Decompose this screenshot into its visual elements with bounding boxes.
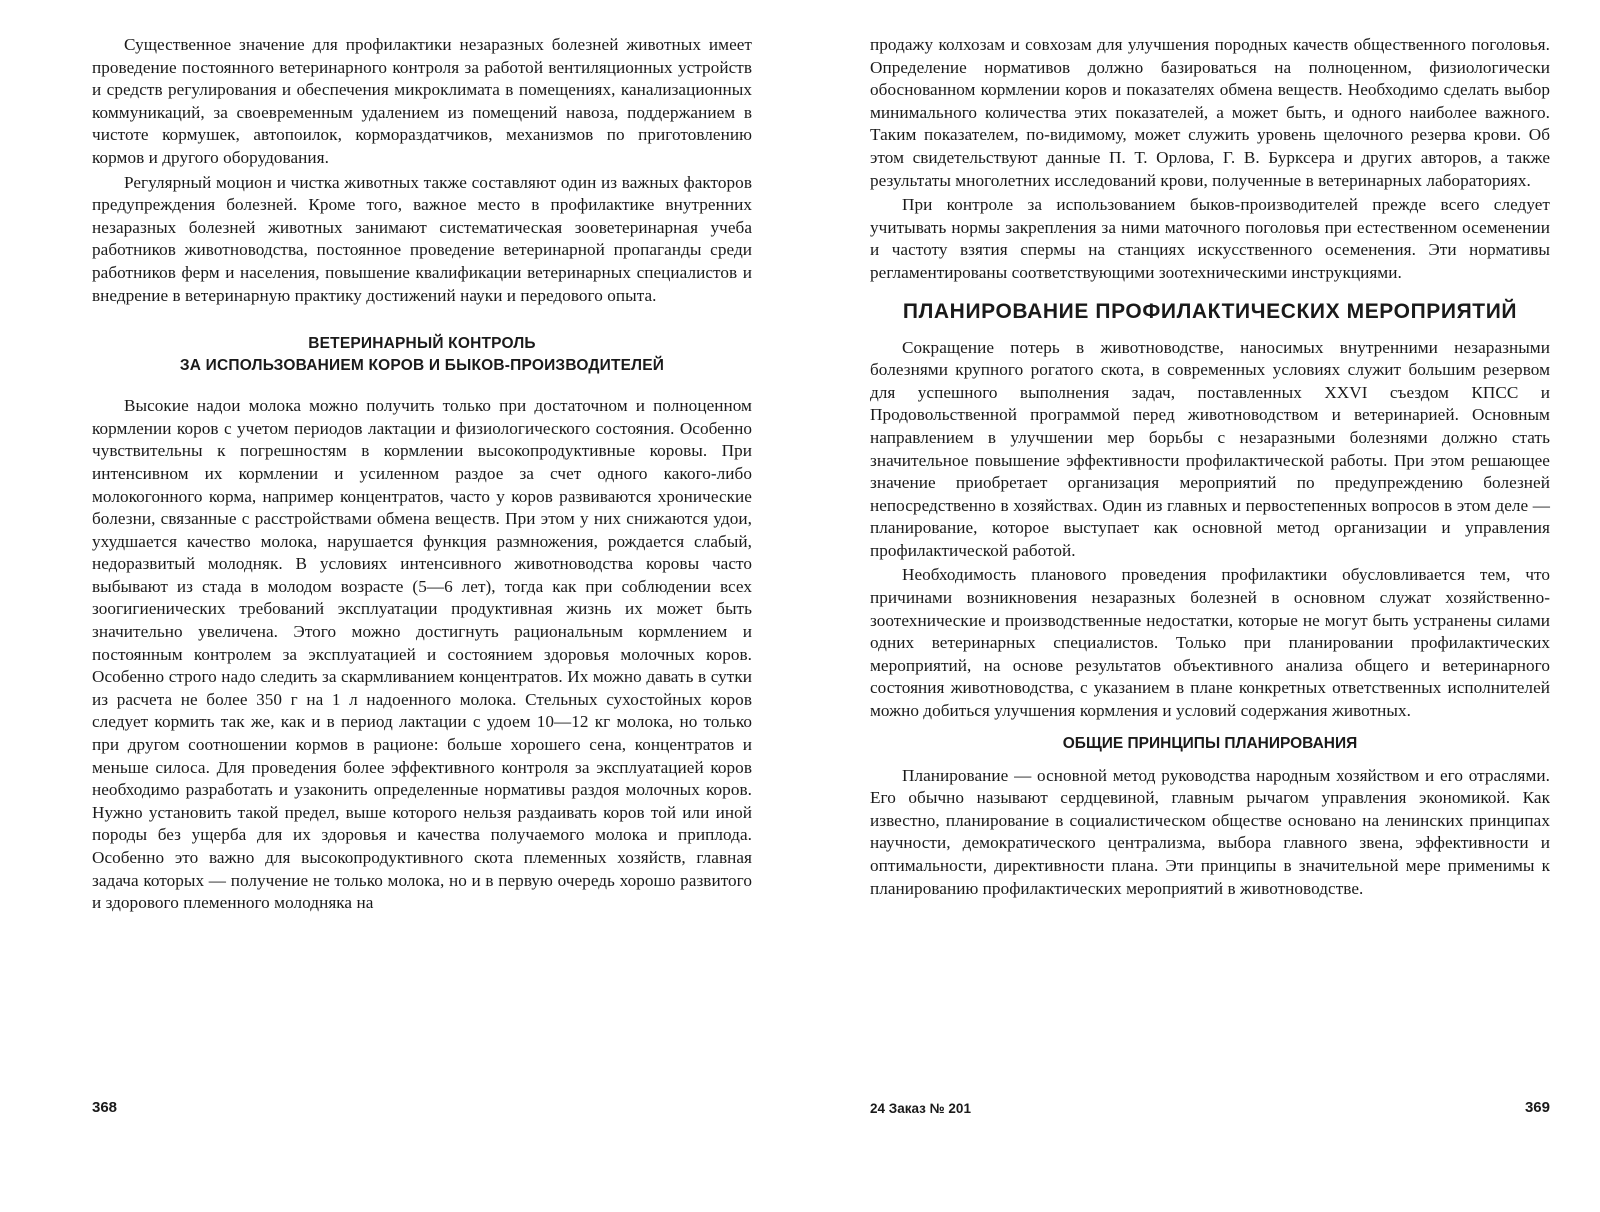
paragraph: Существенное значение для профилактики незаразных болезней животных имеет проведение постоянного ветеринарного контроля за работой вентиляционных устройств и средств регулирования и обеспечения микроклимата в помещениях, канализационных коммуникаций, за своевременным удалением из помещений навоза, поддержанием в чистоте кормушек, автопоилок, кормораздатчиков, механизмов по приготовлению кормов и другого оборудования. <box>92 35 752 167</box>
paragraph: Регулярный моцион и чистка животных также составляют один из важных факторов предупреждения болезней. Кроме того, важное место в профилактике внутренних незаразных болезней животных занимают систематическая зооветеринарная учеба работников животноводства, постоянное проведение ветеринарной пропаганды среди работников ферм и населения, повышение квалификации ветеринарных специалистов и внедрение в ветеринарную практику достижений науки и передового опыта. <box>92 172 752 305</box>
paragraph: Сокращение потерь в животноводстве, наносимых внутренними незаразными болезнями крупного рогатого скота, в современных условиях служит большим резервом для успешного выполнения задач, поставленных XXVI съездом КПСС и Продовольственной программой перед животноводством и ветеринарией. Основным направлением в улучшении мер борьбы с незаразными болезнями должно стать значительное повышение эффективности профилактической работы. При этом решающее значение приобретает организация мероприятий по предупреждению болезней непосредственно в хозяйствах. Один из главных и первостепенных вопросов в этом деле — планирование, которое выступает как основной метод организации и управления профилактической работой. <box>870 337 1550 560</box>
paragraph: Необходимость планового проведения профилактики обусловливается тем, что причинами возникновения незаразных болезней в основном служат хозяйственно-зоотехнические и производственные недостатки, которые не могут быть устранены силами одних ветеринарных специалистов. Только при планировании профилактических мероприятий, на основе результатов объективного анализа общего и ветеринарного состояния животноводства, с указанием в плане конкретных ответственных исполнителей можно добиться улучшения кормления и условий содержания животных. <box>870 565 1550 721</box>
section-heading <box>92 333 752 377</box>
right-text-planning <box>870 337 1550 723</box>
left-page <box>0 0 790 1212</box>
section-heading-line1: ВЕТЕРИНАРНЫЙ КОНТРОЛЬ <box>308 335 536 353</box>
chapter-heading: ПЛАНИРОВАНИЕ ПРОФИЛАКТИЧЕСКИХ МЕРОПРИЯТИЙ <box>902 299 1518 323</box>
page-number-right: 369 <box>1524 1099 1550 1116</box>
paragraph: продажу колхозам и совхозам для улучшения породных качеств общественного поголовья. Определение нормативов должно базироваться на полноценном, физиологически обоснованном кормлении коров и показателях обмена веществ. Необходимо сделать выбор минимального количества этих показателей, а может быть, и одного наиболее важного. Таким показателем, по-видимому, может служить уровень щелочного резерва крови. Об этом свидетельствуют данные П. Т. Орлова, Г. В. Бурксера и других авторов, а также результаты многолетних исследований крови, полученные в ветеринарных лабораториях. <box>870 35 1550 190</box>
right-text-principles <box>870 765 1550 901</box>
paragraph: При контроле за использованием быков-производителей прежде всего следует учитывать нормы закрепления за ними маточного поголовья при естественном осеменении и частоту взятия спермы на станциях искусственного осеменения. Эти нормативы регламентированы соответствующими зоотехническими инструкциями. <box>870 195 1550 282</box>
page-number-left: 368 <box>92 1099 118 1116</box>
left-text-top <box>92 34 752 307</box>
paragraph: Планирование — основной метод руководства народным хозяйством и его отраслями. Его обычно называют сердцевиной, главным рычагом управления экономикой. Как известно, планирование в социалистическом обществе основано на ленинских принципах научности, демократического централизма, выбора главного звена, эффективности и оптимальности, директивности плана. Эти принципы в значительной мере применимы к планированию профилактических мероприятий в животноводстве. <box>870 765 1550 898</box>
print-order-note: 24 Заказ № 201 <box>870 1101 971 1116</box>
right-page <box>840 0 1600 1212</box>
section-heading-line2: ЗА ИСПОЛЬЗОВАНИЕМ КОРОВ И БЫКОВ-ПРОИЗВОДИТЕЛЕЙ <box>179 357 665 375</box>
paragraph: Высокие надои молока можно получить только при достаточном и полноценном кормлении коров с учетом периодов лактации и физиологического состояния. Особенно чувствительны к погрешностям в кормлении высокопродуктивные коровы. При интенсивном их кормлении и усиленном раздое за счет одного какого-либо молокогонного корма, например концентратов, часто у коров развиваются хронические болезни, связанные с расстройствами обмена веществ. При этом у них снижаются удои, ухудшается качество молока, нарушается функция размножения, рождается слабый, недоразвитый молодняк. В условиях интенсивного животноводства коровы часто выбывают из стада в молодом возрасте (5—6 лет), тогда как при соблюдении всех зоогигиенических требований эксплуатации продуктивная жизнь их может быть значительно увеличена. Этого можно достигнуть рациональным кормлением и постоянным контролем за эксплуатацией и состоянием здоровья молочных коров. Особенно строго надо следить за скармливанием концентратов. Их можно давать в сутки из расчета не более 350 г на 1 л надоенного молока. Стельных сухостойных коров следует кормить так же, как и в период лактации с удоем 10—12 кг молока, но только при другом соотношении кормов в рационе: больше хорошего сена, концентратов и меньше силоса. Для проведения более эффективного контроля за эксплуатацией коров необходимо разработать и узаконить определенные нормативы раздоя молочных коров. Нужно установить такой предел, выше которого нельзя раздаивать коров той или иной породы без ущерба для их здоровья и качества получаемого молока и приплода. Особенно это важно для высокопродуктивного скота племенных хозяйств, главная задача которых — получение не только молока, но и в первую очередь хорошо развитого и здорового племенного молодняка на <box>92 396 752 913</box>
subsection-heading: ОБЩИЕ ПРИНЦИПЫ ПЛАНИРОВАНИЯ <box>1062 734 1358 752</box>
right-text-top <box>870 34 1550 285</box>
left-text-main <box>92 395 752 915</box>
